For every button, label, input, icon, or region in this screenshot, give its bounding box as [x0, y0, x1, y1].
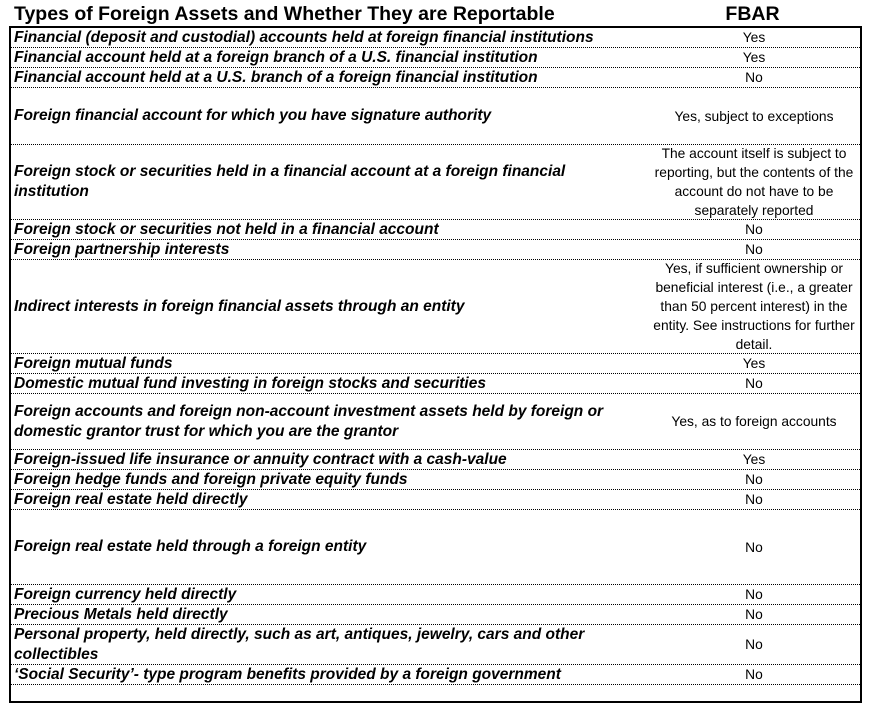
table-row [11, 240, 860, 260]
asset-type: Foreign-issued life insurance or annuity contract with a cash-value [14, 450, 507, 468]
table-row [11, 68, 860, 88]
column-header-fbar: FBAR [725, 3, 780, 25]
asset-type: Foreign accounts and foreign non-account investment assets held by foreign or domestic grantor trust for which you are the grantor [14, 402, 604, 440]
asset-type: Foreign currency held directly [14, 585, 237, 603]
fbar-value: Yes, as to foreign accounts [671, 414, 837, 429]
fbar-value: Yes [742, 50, 766, 65]
table-row [11, 48, 860, 68]
fbar-value: No [745, 222, 763, 237]
asset-type: Domestic mutual fund investing in foreign stocks and securities [14, 374, 486, 392]
table-row [11, 510, 860, 585]
fbar-value: No [745, 607, 763, 622]
asset-type: Personal property, held directly, such as art, antiques, jewelry, cars and other collectibles [14, 625, 585, 663]
fbar-value: Yes [742, 30, 766, 45]
fbar-value: Yes, if sufficient ownership or beneficial interest (i.e., a greater than 50 percent interest) in the entity. See instructions for further detail. [653, 261, 855, 352]
asset-type: Foreign partnership interests [14, 240, 230, 258]
fbar-value: No [745, 587, 763, 602]
fbar-value: No [745, 472, 763, 487]
fbar-value: No [745, 492, 763, 507]
fbar-value: No [745, 667, 763, 682]
asset-type: Financial (deposit and custodial) accounts held at foreign financial institutions [14, 28, 594, 46]
table-row [11, 220, 860, 240]
table-row [11, 585, 860, 605]
table-row [11, 625, 860, 665]
table-row [11, 88, 860, 145]
table-row [11, 28, 860, 48]
asset-type: Foreign real estate held through a foreign entity [14, 538, 367, 555]
asset-type: Financial account held at a foreign branch of a U.S. financial institution [14, 48, 538, 66]
fbar-value: Yes, subject to exceptions [674, 108, 834, 124]
table-row [11, 470, 860, 490]
table-row [11, 354, 860, 374]
asset-type: Precious Metals held directly [14, 605, 228, 623]
fbar-value: No [745, 376, 763, 391]
table-title: Types of Foreign Assets and Whether They are Reportable [14, 3, 555, 25]
table-header [0, 0, 870, 26]
table-row [11, 145, 860, 220]
table-row [11, 490, 860, 510]
table-row [11, 394, 860, 450]
table-row [11, 450, 860, 470]
table-row [11, 374, 860, 394]
fbar-value: No [745, 637, 763, 652]
asset-type: Foreign mutual funds [14, 354, 173, 372]
fbar-value: No [745, 242, 763, 257]
fbar-value: The account itself is subject to reporting, but the contents of the account do not have to be separately reported [654, 146, 854, 218]
asset-type: Foreign stock or securities not held in a financial account [14, 220, 439, 238]
asset-type: Foreign financial account for which you have signature authority [14, 107, 492, 124]
asset-type: Indirect interests in foreign financial assets through an entity [14, 297, 465, 315]
fbar-value: Yes [742, 452, 766, 467]
fbar-value: Yes [742, 356, 766, 371]
asset-type: ‘Social Security’- type program benefits provided by a foreign government [14, 665, 561, 683]
table-row [11, 605, 860, 625]
asset-type: Foreign stock or securities held in a financial account at a foreign financial institution [14, 163, 566, 200]
fbar-value: No [745, 539, 763, 555]
asset-type: Foreign real estate held directly [14, 490, 248, 508]
asset-type: Financial account held at a U.S. branch of a foreign financial institution [14, 68, 538, 86]
fbar-value: No [745, 70, 763, 85]
table-row [11, 665, 860, 685]
reportable-assets-table [9, 26, 862, 703]
asset-type: Foreign hedge funds and foreign private equity funds [14, 470, 408, 488]
table-row [11, 260, 860, 354]
